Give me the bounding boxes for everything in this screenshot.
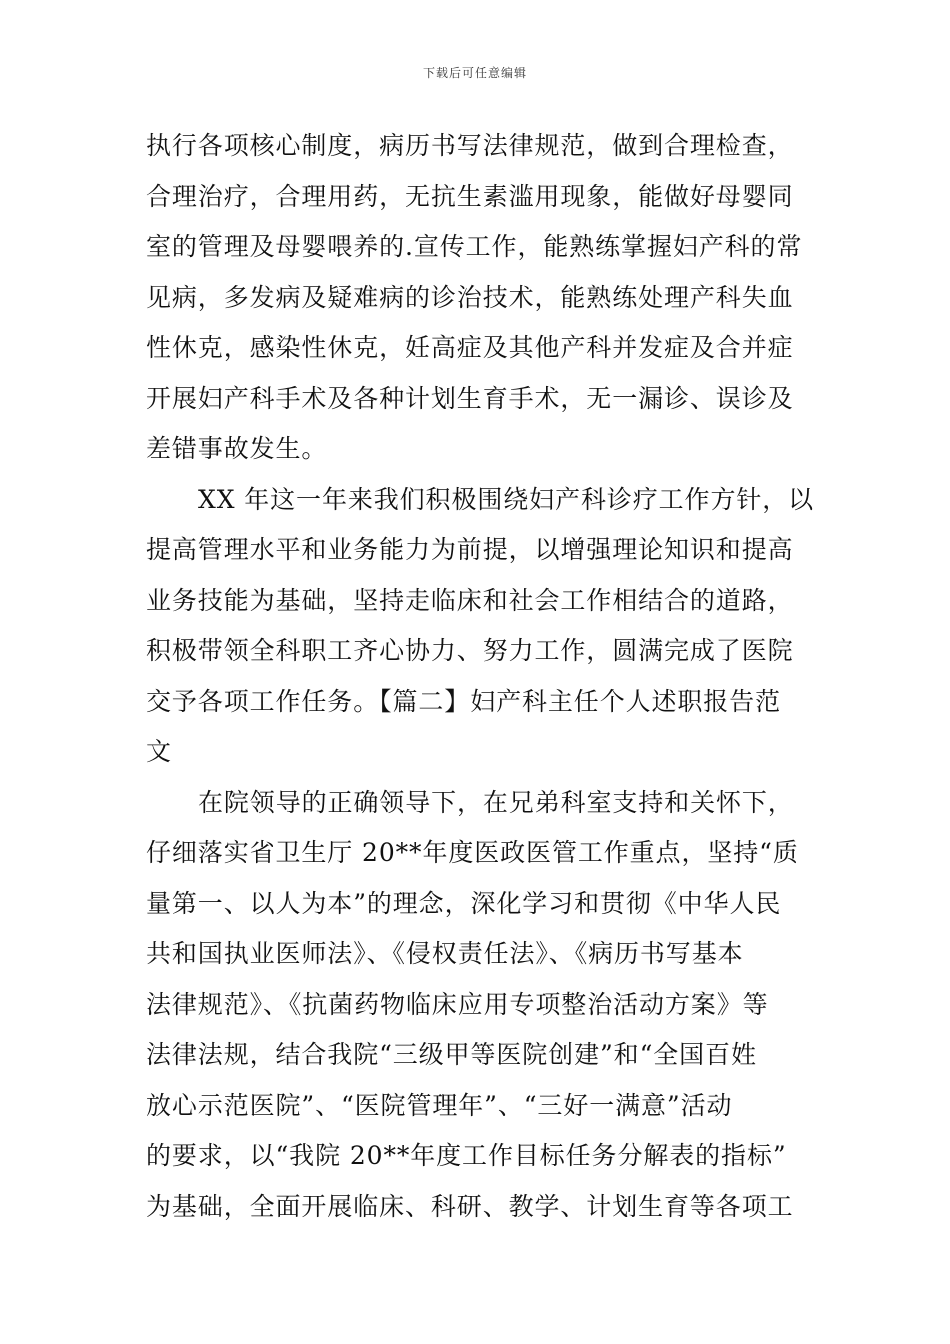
document-body <box>146 121 815 1232</box>
text-line: 室的管理及母婴喂养的.宣传工作，能熟练掌握妇产科的常 <box>146 232 803 261</box>
text-line: 法律法规，结合我院“三级甲等医院创建”和“全国百姓 <box>146 1040 757 1069</box>
paragraph-3 <box>146 778 810 1233</box>
text-line: XX 年这一年来我们积极围绕妇产科诊疗工作方针，以 <box>198 484 815 514</box>
paragraph-2 <box>146 475 815 778</box>
text-line: 的要求，以“我院 20**年度工作目标任务分解表的指标” <box>146 1141 787 1170</box>
text-line: 量第一、以人为本”的理念，深化学习和贯彻《中华人民 <box>146 888 782 918</box>
text-line: 交予各项工作任务。【篇二】妇产科主任个人述职报告范 <box>146 686 782 716</box>
header-note: 下载后可任意编辑 <box>422 66 527 80</box>
text-line: 合理治疗，合理用药，无抗生素滥用现象，能做好母婴同 <box>146 181 794 211</box>
text-line: 性休克，感染性休克，妊高症及其他产科并发症及合并症 <box>146 333 794 362</box>
text-line: 提高管理水平和业务能力为前提，以增强理论知识和提高 <box>146 535 794 564</box>
text-line: 积极带领全科职工齐心协力、努力工作，圆满完成了医院 <box>146 636 794 665</box>
text-line: 共和国执业医师法》、《侵权责任法》、《病历书写基本 <box>146 939 744 968</box>
text-line: 开展妇产科手术及各种计划生育手术，无一漏诊、误诊及 <box>146 383 794 413</box>
text-line: 业务技能为基础，坚持走临床和社会工作相结合的道路， <box>146 585 794 615</box>
text-line: 仔细落实省卫生厅 20**年度医政医管工作重点，坚持“质 <box>146 838 799 867</box>
text-line: 为基础，全面开展临床、科研、教学、计划生育等各项工 <box>146 1191 794 1221</box>
text-line: 文 <box>146 737 172 766</box>
paragraph-1 <box>146 121 810 475</box>
text-line: 法律规范》、《抗菌药物临床应用专项整治活动方案》等 <box>146 989 769 1019</box>
text-line: 见病，多发病及疑难病的诊治技术，能熟练处理产科失血 <box>146 282 794 312</box>
text-line: 差错事故发生。 <box>146 434 328 463</box>
text-line: 在院领导的正确领导下，在兄弟科室支持和关怀下， <box>198 787 794 817</box>
text-line: 放心示范医院”、“医院管理年”、“三好一满意”活动 <box>146 1090 733 1120</box>
text-line: 执行各项核心制度，病历书写法律规范，做到合理检查， <box>146 131 794 160</box>
